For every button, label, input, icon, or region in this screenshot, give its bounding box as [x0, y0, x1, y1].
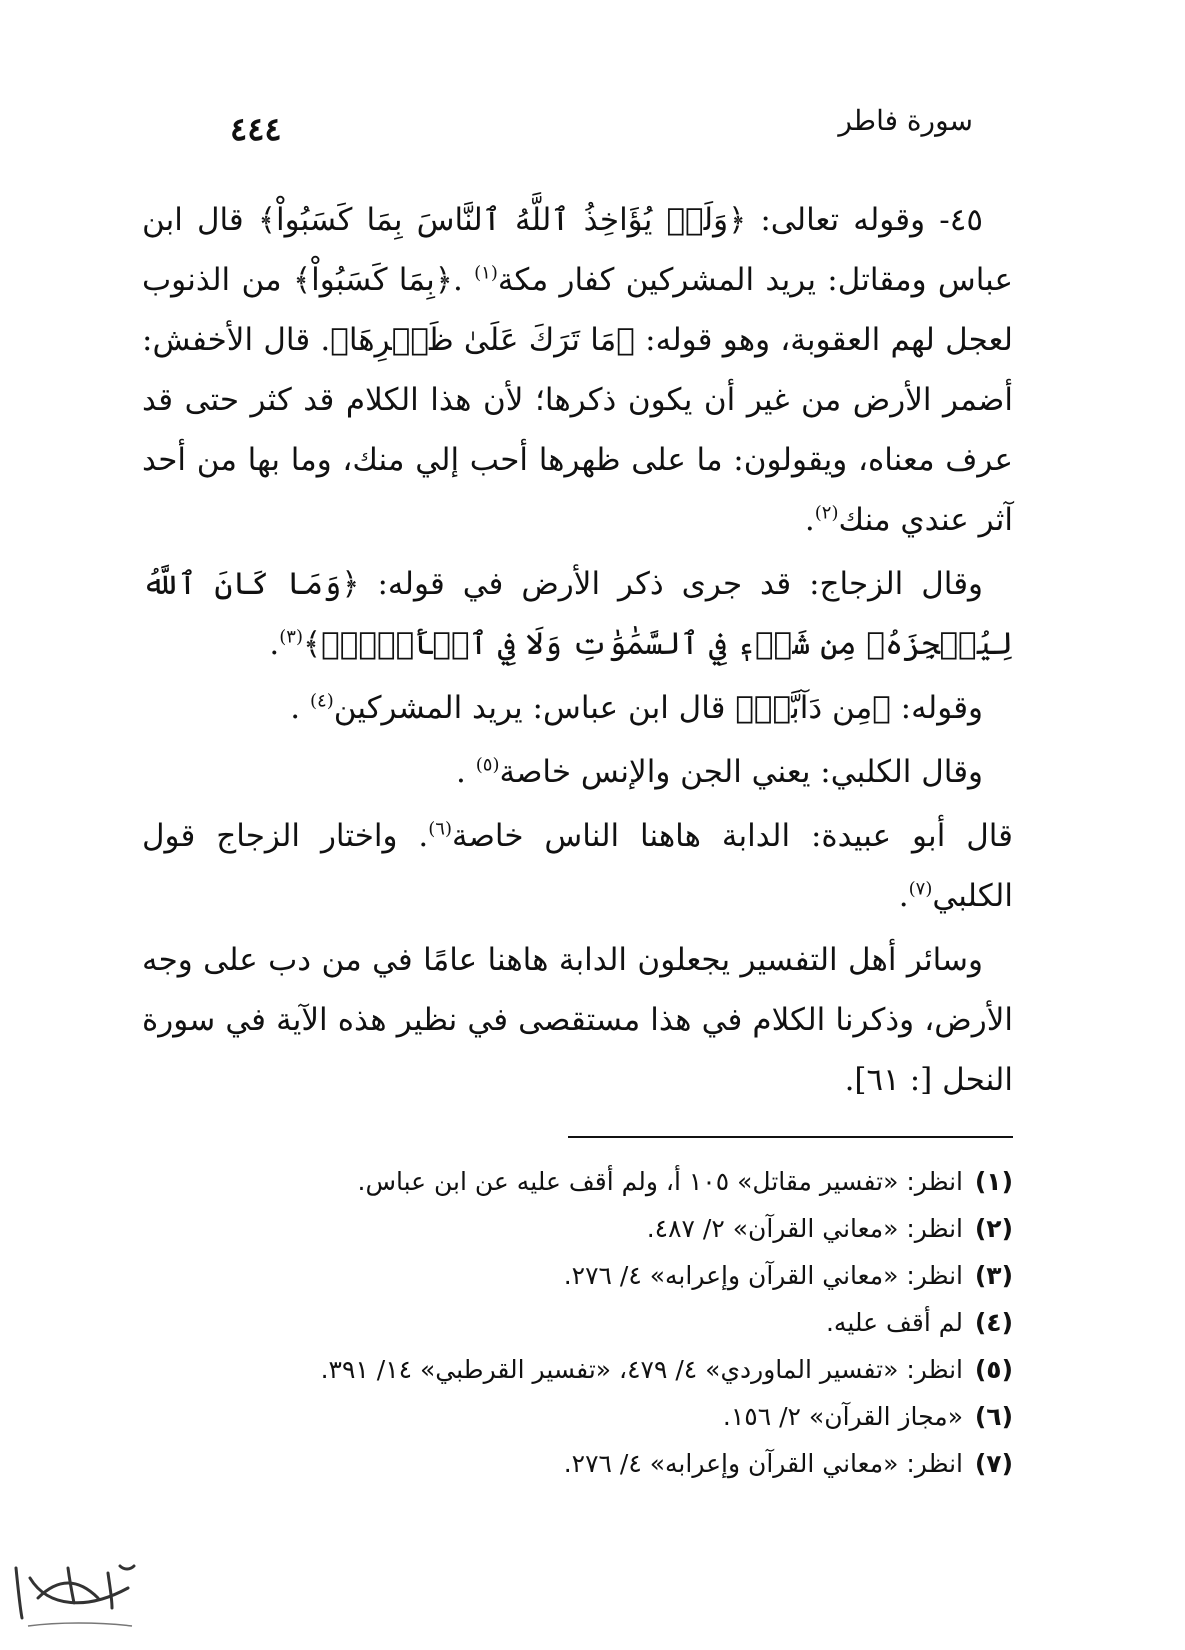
footnote-separator — [568, 1136, 1013, 1138]
quran-quote: ﴿وَلَوۡ يُؤَاخِذُ ٱللَّهُ ٱلنَّاسَ بِمَا كَسَبُواْ﴾ — [257, 202, 747, 238]
quran-quote: ﴿بِمَا كَسَبُواْ﴾ — [292, 262, 453, 298]
footnote-ref-4[interactable]: (٤) — [310, 690, 334, 712]
paragraph-tafsir — [142, 930, 1013, 1110]
footnote-ref-6[interactable]: (٦) — [428, 818, 452, 840]
paragraph-dabba — [142, 678, 1013, 738]
footnote-item — [142, 1299, 1013, 1346]
footnote-ref-2[interactable]: (٢) — [814, 502, 839, 524]
footnote-item — [142, 1393, 1013, 1440]
main-text — [142, 190, 1013, 1114]
text-segment: وقوله: — [890, 690, 983, 726]
footnote-text: انظر: «تفسير الماوردي» ٤/ ٤٧٩، «تفسير القرطبي» ١٤/ ٣٩١. — [320, 1355, 963, 1384]
footnotes — [142, 1158, 1013, 1487]
paragraph-kalbi — [142, 742, 1013, 802]
footnote-text: انظر: «تفسير مقاتل» ١٠٥ أ، ولم أقف عليه عن ابن عباس. — [357, 1167, 963, 1196]
text-segment: . — [269, 626, 280, 662]
footnote-item — [142, 1346, 1013, 1393]
footnote-number: (٧) — [974, 1449, 1013, 1478]
paragraph-verse-45 — [142, 190, 1013, 550]
quran-quote: ﴿مِن دَآبَّةٖ﴾ — [735, 690, 891, 726]
footnote-ref-3[interactable]: (٣) — [279, 626, 303, 648]
footnote-number: (٢) — [974, 1214, 1013, 1243]
footnote-number: (٤) — [974, 1308, 1013, 1337]
paragraph-zajjaj — [142, 554, 1013, 674]
footnote-item — [142, 1252, 1013, 1299]
logo-underline-stroke — [28, 1623, 132, 1626]
footnote-item — [142, 1440, 1013, 1487]
footnote-text: انظر: «معاني القرآن وإعرابه» ٤/ ٢٧٦. — [563, 1261, 963, 1290]
text-segment: . واختار الزجاج قول الكلبي — [142, 818, 1013, 914]
logo-calligraphy-stroke — [16, 1566, 134, 1618]
text-segment: . — [898, 878, 909, 914]
page-number: ٤٤٤ — [230, 110, 282, 148]
text-segment: قال أبو عبيدة: الدابة هاهنا الناس خاصة — [451, 818, 1013, 854]
footnote-text: «مجاز القرآن» ٢/ ١٥٦. — [722, 1402, 963, 1431]
text-segment: . — [804, 502, 815, 538]
text-segment: وقال الكلبي: يعني الجن والإنس خاصة — [499, 754, 983, 790]
footnote-number: (٥) — [974, 1355, 1013, 1384]
text-segment: . — [290, 690, 311, 726]
footnote-number: (٦) — [974, 1402, 1013, 1431]
footnote-number: (٣) — [974, 1261, 1013, 1290]
text-segment: . قال الأخفش: أضمر الأرض من غير أن يكون ذكرها؛ لأن هذا الكلام قد كثر حتى قد عرف معناه، ويقولون: ما على ظهرها أحب إلي منك، وما بها من أحد آثر عندي منك — [142, 322, 1013, 538]
text-segment: ٤٥- وقوله تعالى: — [746, 202, 983, 238]
page-header — [230, 104, 973, 154]
text-segment: . — [456, 754, 476, 790]
footnote-ref-5[interactable]: (٥) — [475, 754, 500, 776]
footnote-text: انظر: «معاني القرآن وإعرابه» ٤/ ٢٧٦. — [563, 1449, 963, 1478]
text-segment: من الذنوب لعجل لهم العقوبة، وهو قوله: — [142, 262, 1013, 358]
text-segment: قال ابن عباس: يريد المشركين — [333, 690, 736, 726]
footnote-ref-1[interactable]: (١) — [474, 262, 498, 284]
text-segment: . — [452, 262, 475, 298]
quran-quote: ﴿وَمَا كَانَ ٱللَّهُ لِيُعۡجِزَهُۥ مِن شَيۡءٖ فِي ٱلسَّمَٰوَٰتِ وَلَا فِي ٱلۡأَرۡضِۚ﴾ — [142, 566, 1013, 662]
quran-quote: ﴿مَا تَرَكَ عَلَىٰ ظَهۡرِهَا﴾ — [330, 322, 635, 358]
running-title: سورة فاطر — [838, 104, 973, 137]
text-segment: وقال الزجاج: قد جرى ذكر الأرض في قوله: — [359, 566, 983, 602]
text-segment: قال ابن عباس ومقاتل: يريد المشركين كفار مكة — [142, 202, 1013, 298]
footnote-ref-7[interactable]: (٧) — [908, 878, 933, 900]
text-segment: وسائر أهل التفسير يجعلون الدابة هاهنا عامًا في من دب على وجه الأرض، وذكرنا الكلام في هذا مستقصى في نظير هذه الآية في سورة النحل [: ٦١]. — [142, 942, 1013, 1098]
publisher-logo — [8, 1548, 148, 1636]
footnote-text: لم أقف عليه. — [825, 1308, 963, 1337]
footnote-item — [142, 1158, 1013, 1205]
paragraph-abu-ubayda — [142, 806, 1013, 926]
footnote-text: انظر: «معاني القرآن» ٢/ ٤٨٧. — [646, 1214, 963, 1243]
footnote-item — [142, 1205, 1013, 1252]
footnote-number: (١) — [974, 1167, 1013, 1196]
